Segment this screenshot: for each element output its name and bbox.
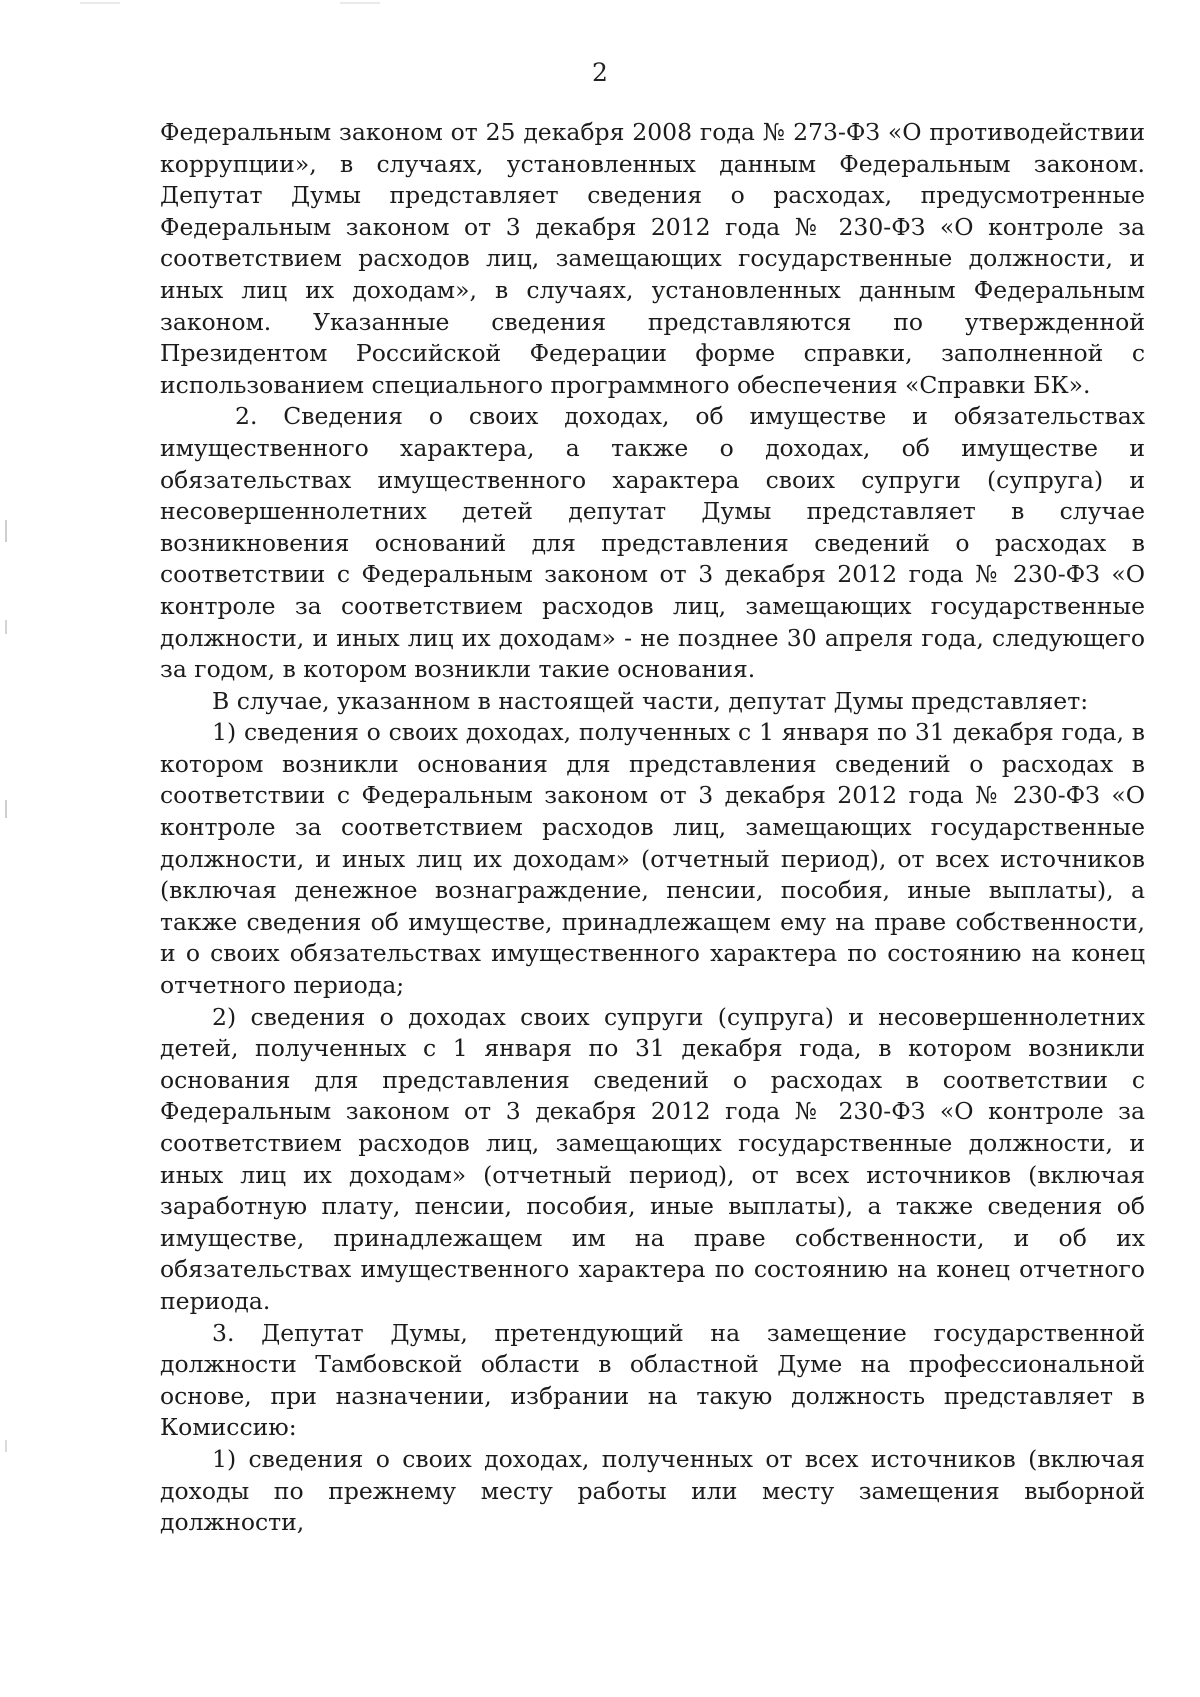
paragraph-case-intro: В случае, указанном в настоящей части, депутат Думы представляет: (212, 686, 1089, 715)
paragraph-section-3: 3. Депутат Думы, претендующий на замещение государственной должности Тамбовской области в областной Думе на профессиональной основе, при назначении, избрании на такую должность представляет в Комиссию: (160, 1318, 1145, 1442)
paragraph-item-1: 1) сведения о своих доходах, полученных с 1 января по 31 декабря года, в котором возникли основания для представления сведений о расходах в соответствии с Федеральным законом от 3 декабря 2012 года № 230-ФЗ «О контроле за соответствием расходов лиц, замещающих государственные должности, и иных лиц их доходам» (отчетный период), от всех источников (включая денежное вознаграждение, пенсии, пособия, иные выплаты), а также сведения об имуществе, принадлежащем ему на праве собственности, и о своих обязательствах имущественного характера по состоянию на конец отчетного периода; (160, 718, 1145, 1000)
paragraph-section-3-item-1: 1) сведения о своих доходах, полученных от всех источников (включая доходы по прежнему месту работы или месту замещения выборной должности, (160, 1444, 1145, 1537)
document-body (160, 117, 1145, 1539)
page-number: 2 (592, 58, 608, 87)
paragraph-intro: Федеральным законом от 25 декабря 2008 года № 273-ФЗ «О противодействии коррупции», в случаях, установленных данным Федеральным законом. Депутат Думы представляет сведения о расходах, предусмотренные Федеральным законом от 3 декабря 2012 года № 230-ФЗ «О контроле за соответствием расходов лиц, замещающих государственные должности, и иных лиц их доходам», в случаях, установленных данным Федеральным законом. Указанные сведения представляются по утвержденной Президентом Российской Федерации форме справки, заполненной с использованием специального программного обеспечения «Справки БК». (160, 118, 1145, 399)
paragraph-section-2: 2. Сведения о своих доходах, об имуществе и обязательствах имущественного характера, а также о доходах, об имуществе и обязательствах имущественного характера своих супруги (супруга) и несовершеннолетних детей депутат Думы представляет в случае возникновения оснований для представления сведений о расходах в соответствии с Федеральным законом от 3 декабря 2012 года № 230-ФЗ «О контроле за соответствием расходов лиц, замещающих государственные должности, и иных лиц их доходам» - не позднее 30 апреля года, следующего за годом, в котором возникли такие основания. (160, 402, 1145, 684)
paragraph-item-2: 2) сведения о доходах своих супруги (супруга) и несовершеннолетних детей, полученных с 1 января по 31 декабря года, в котором возникли основания для представления сведений о расходах в соответствии с Федеральным законом от 3 декабря 2012 года № 230-ФЗ «О контроле за соответствием расходов лиц, замещающих государственные должности, и иных лиц их доходам» (отчетный период), от всех источников (включая заработную плату, пенсии, пособия, иные выплаты), а также сведения об имуществе, принадлежащем им на праве собственности, и об их обязательствах имущественного характера по состоянию на конец отчетного периода. (160, 1002, 1145, 1315)
